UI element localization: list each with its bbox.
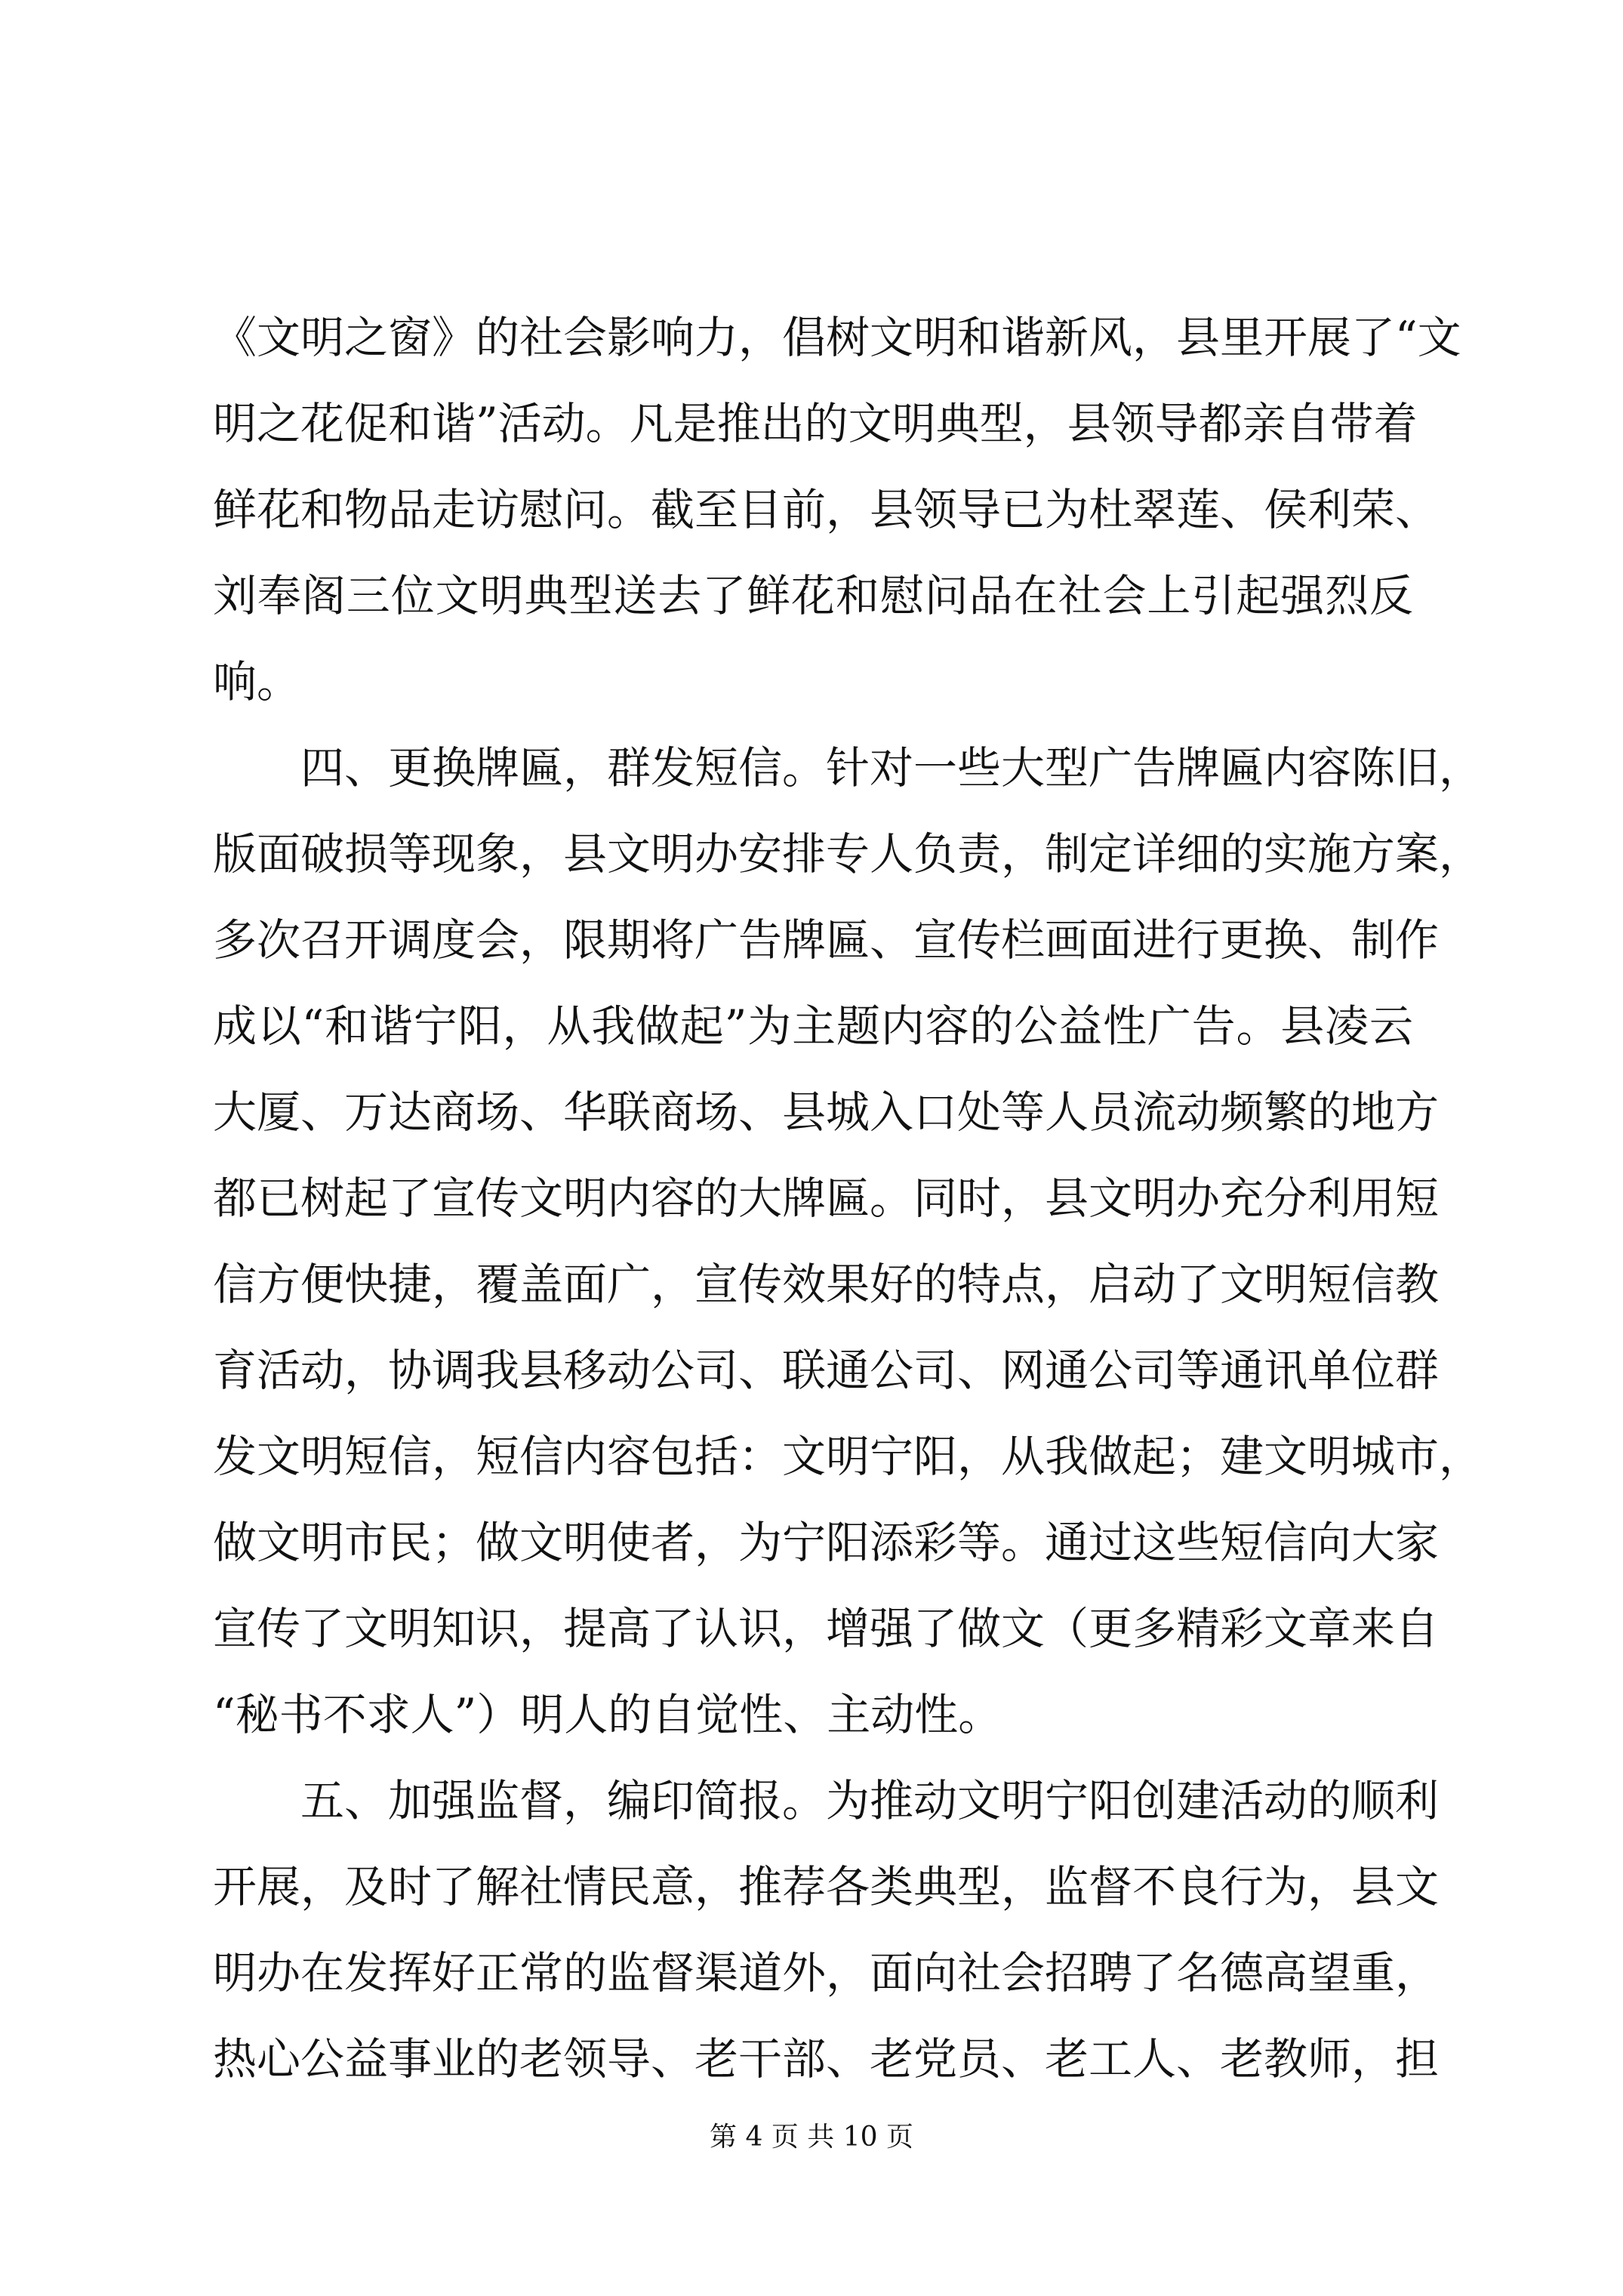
text-line: 宣传了文明知识，提高了认识，增强了做文（更多精彩文章来自 bbox=[213, 1603, 1440, 1654]
text-line: “秘书不求人”）明人的自觉性、主动性。 bbox=[213, 1689, 1002, 1740]
paragraph-five-heading-line: 五、加强监督，编印简报。为推动文明宁阳创建活动的顺利 bbox=[300, 1775, 1440, 1826]
page-number-footer: 第 4 页 共 10 页 bbox=[710, 2122, 913, 2153]
text-line: 鲜花和物品走访慰问。截至目前，县领导已为杜翠莲、侯利荣、 bbox=[213, 484, 1440, 535]
text-line: 版面破损等现象，县文明办安排专人负责，制定详细的实施方案， bbox=[213, 828, 1483, 880]
text-line: 成以“和谐宁阳，从我做起”为主题内容的公益性广告。县凌云 bbox=[213, 1000, 1413, 1052]
text-line: 信方便快捷，覆盖面广，宣传效果好的特点，启动了文明短信教 bbox=[213, 1259, 1440, 1310]
text-line: 育活动，协调我县移动公司、联通公司、网通公司等通讯单位群 bbox=[213, 1345, 1440, 1396]
text-line: 明之花促和谐”活动。凡是推出的文明典型，县领导都亲自带着 bbox=[213, 398, 1418, 449]
body-text bbox=[213, 294, 1483, 2102]
text-line: 做文明市民；做文明使者，为宁阳添彩等。通过这些短信向大家 bbox=[213, 1517, 1440, 1568]
text-line: 大厦、万达商场、华联商场、县城入口处等人员流动频繁的地方 bbox=[213, 1086, 1440, 1138]
text-line: 《文明之窗》的社会影响力，倡树文明和谐新风，县里开展了“文 bbox=[213, 312, 1461, 363]
paragraph-four-heading-line: 四、更换牌匾，群发短信。针对一些大型广告牌匾内容陈旧， bbox=[300, 742, 1483, 794]
text-line: 明办在发挥好正常的监督渠道外，面向社会招聘了名德高望重， bbox=[213, 1947, 1440, 1999]
text-line: 响。 bbox=[213, 656, 301, 707]
text-line: 热心公益事业的老领导、老干部、老党员、老工人、老教师，担 bbox=[213, 2033, 1440, 2085]
text-line: 发文明短信，短信内容包括：文明宁阳，从我做起；建文明城市， bbox=[213, 1431, 1483, 1482]
text-line: 开展，及时了解社情民意，推荐各类典型，监督不良行为，县文 bbox=[213, 1861, 1440, 1912]
text-line: 刘奉阁三位文明典型送去了鲜花和慰问品在社会上引起强烈反 bbox=[213, 570, 1413, 621]
text-line: 都已树起了宣传文明内容的大牌匾。同时，县文明办充分利用短 bbox=[213, 1173, 1440, 1224]
text-line: 多次召开调度会，限期将广告牌匾、宣传栏画面进行更换、制作 bbox=[213, 914, 1440, 966]
